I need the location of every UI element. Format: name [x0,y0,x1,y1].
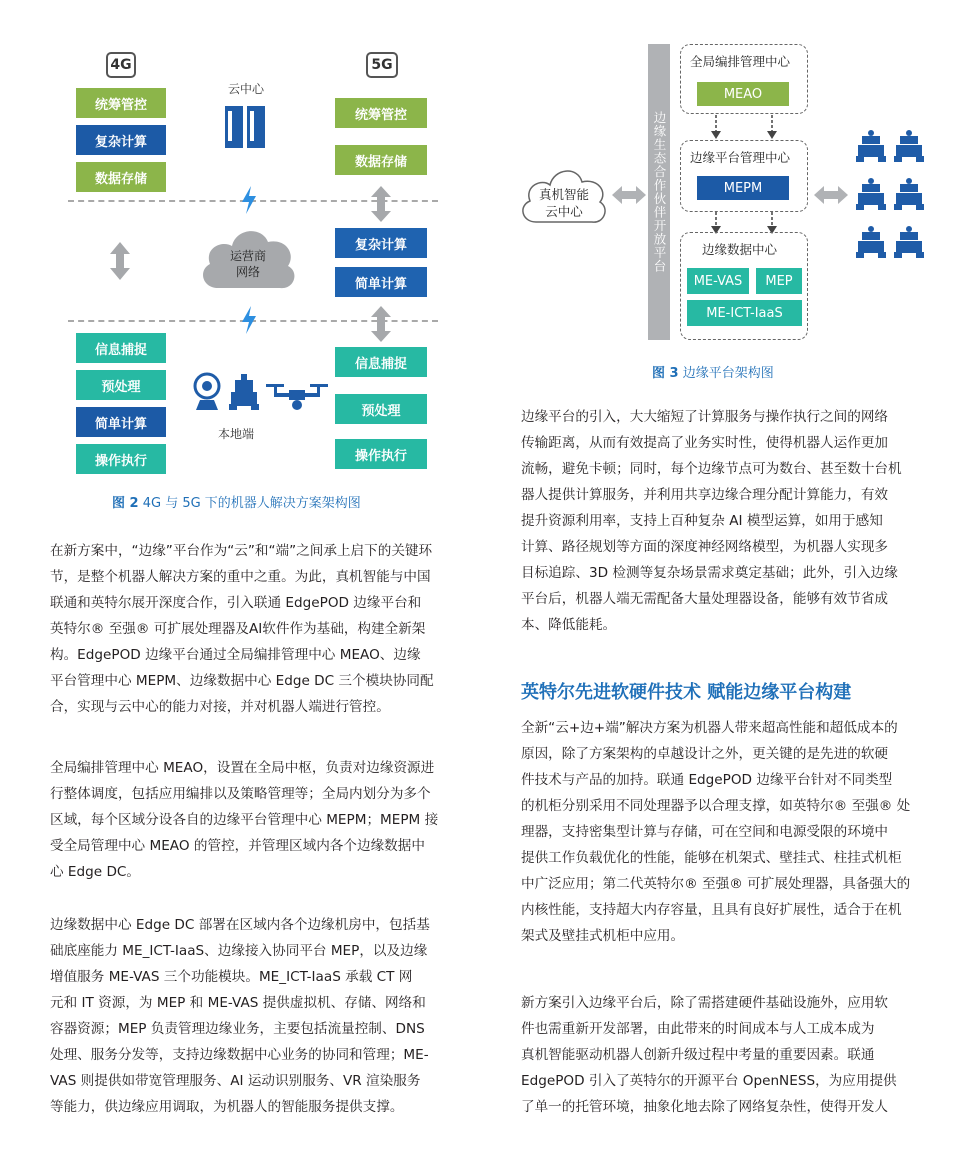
text-line: 件也需重新开发部署，由此带来的时间成本与人工成本成为 [521,1021,875,1037]
right-box-3: 复杂计算 [335,228,427,258]
text-line: 联通和英特尔展开深度合作，引入联通 EdgePOD 边缘平台和 [50,595,422,611]
double-arrow-icon [612,186,646,204]
lightning-icon [240,186,258,214]
text-line: 平台后，机器人端无需配备大量处理器设备，能够有效节省成 [521,591,889,607]
down-arrow-icon [710,115,722,139]
down-arrow-icon [766,115,778,139]
left-box-5: 预处理 [76,370,166,400]
text-line: 架式及壁挂式机柜中应用。 [521,928,685,944]
left-box-2: 复杂计算 [76,125,166,155]
cloud-label: 真机智能云中心 [538,187,589,219]
caption-text: 边缘平台架构图 [682,366,774,381]
edge-dc-panel-title: 边缘数据中心 [702,242,778,257]
text-line: 处理、服务分发等，支持边缘数据中心业务的协同和管理；ME- [50,1047,429,1063]
lightning-icon [240,306,258,334]
text-line: 全局编排管理中心 MEAO，设置在全局中枢，负责对边缘资源进 [50,760,435,776]
text-line: 真机智能驱动机器人创新升级过程中考量的重要因素。联通 [521,1047,875,1063]
me-vas-box: ME-VAS [687,268,749,294]
text-line: 原因，除了方案架构的卓越设计之外，更关键的是先进的软硬 [521,746,889,762]
text-line: 计算、路径规划等方面的深度神经网络模型，为机器人实现多 [521,539,889,555]
caption-number: 图 3 [652,366,679,381]
text-line: 增值服务 ME-VAS 三个功能模块。ME_ICT-IaaS 承载 CT 网 [50,969,413,985]
robot-icon [229,374,259,410]
double-arrow-icon [110,242,130,280]
left-paragraph-2 [50,755,450,885]
right-box-7: 操作执行 [335,439,427,469]
mepm-panel-title: 边缘平台管理中心 [690,150,791,165]
text-line: VAS 则提供如带宽管理服务、AI 运动识别服务、VR 渲染服务 [50,1073,421,1089]
text-line: 容器资源；MEP 负责管理边缘业务，主要包括流量控制、DNS [50,1021,425,1037]
left-paragraph-3 [50,912,450,1120]
robot-grid [856,130,926,260]
text-line: 英特尔® 至强® 可扩展处理器及AI软件作为基础，构建全新架 [50,621,426,637]
text-line: 边缘平台的引入，大大缩短了计算服务与操作执行之间的网络 [521,409,889,425]
text-line: 提供工作负载优化的性能，能够在机架式、壁挂式、柱挂式机柜 [521,850,902,866]
text-line: 合，实现与云中心的能力对接，并对机器人端进行管控。 [50,699,390,715]
text-line: 心 Edge DC。 [50,864,140,880]
left-paragraph-1 [50,538,450,720]
cloud-center-label: 云中心 [228,82,265,96]
right-box-6: 预处理 [335,394,427,424]
text-line: 受全局管理中心 MEAO 的管控，并管理区域内各个边缘数据中 [50,838,425,854]
text-line: 全新“云+边+端”解决方案为机器人带来超高性能和超低成本的 [521,720,898,736]
camera-icon [192,372,222,412]
text-line: 件技术与产品的加持。联通 EdgePOD 边缘平台针对不同类型 [521,772,893,788]
text-line: 传输距离，从而有效提高了业务实时性，使得机器人运作更加 [521,435,889,451]
double-arrow-icon [371,186,391,222]
text-line: 内核性能，支持超大内存容量，且具有良好扩展性，适合于在机 [521,902,902,918]
operator-network-label: 运营商网络 [229,249,266,279]
text-line: 理器，支持密集型计算与存储，可在空间和电源受限的环境中 [521,824,889,840]
5g-badge-icon [366,52,398,78]
section-heading: 英特尔先进软硬件技术 赋能边缘平台构建 [521,682,852,703]
text-line: 本、降低能耗。 [521,617,617,633]
text-line: 了单一的托管环境，抽象化地去除了网络复杂性，使得开发人 [521,1099,889,1115]
right-box-2: 数据存储 [335,145,427,175]
left-box-4: 信息捕捉 [76,333,166,363]
text-line: 节，是整个机器人解决方案的重中之重。为此，真机智能与中国 [50,569,431,585]
left-box-3: 数据存储 [76,162,166,192]
figure-3-caption [652,362,774,381]
down-arrow-icon [710,212,722,234]
caption-text: 4G 与 5G 下的机器人解决方案架构图 [142,496,361,511]
text-line: 目标追踪、3D 检测等复杂场景需求奠定基础；此外，引入边缘 [521,565,898,581]
down-arrow-icon [766,212,778,234]
meao-panel-title: 全局编排管理中心 [690,54,791,69]
text-line: 平台管理中心 MEPM、边缘数据中心 Edge DC 三个模块协同配 [50,673,434,689]
right-box-5: 信息捕捉 [335,347,427,377]
text-line: 等能力，供边缘应用调取，为机器人的智能服务提供支撑。 [50,1099,404,1115]
text-line: 边缘数据中心 Edge DC 部署在区域内各个边缘机房中，包括基 [50,917,430,933]
meao-box: MEAO [697,82,789,106]
right-box-4: 简单计算 [335,267,427,297]
local-end-label: 本地端 [218,427,255,441]
caption-number: 图 2 [112,496,139,511]
figure-2-caption [112,492,361,511]
mep-box: MEP [756,268,802,294]
right-paragraph-2 [521,715,921,949]
text-line: 在新方案中，“边缘”平台作为“云”和“端”之间承上启下的关键环 [50,543,433,559]
text-line: 础底座能力 ME_ICT-IaaS、边缘接入协同平台 MEP，以及边缘 [50,943,428,959]
server-icon [224,104,268,150]
me-ict-iaas-box: ME-ICT-IaaS [687,300,802,326]
5g-label: 5G [371,57,393,73]
left-box-6: 简单计算 [76,407,166,437]
left-box-1: 统筹管控 [76,88,166,118]
4g-label: 4G [110,57,132,73]
left-box-7: 操作执行 [76,444,166,474]
text-line: 行整体调度，包括应用编排以及策略管理等；全局内划分为多个 [50,786,431,802]
double-arrow-icon [371,306,391,342]
right-paragraph-1 [521,404,921,638]
mepm-box: MEPM [697,176,789,200]
double-arrow-icon [814,186,848,204]
text-line: 器人提供计算服务，并利用共享边缘合理分配计算能力，有效 [521,487,889,503]
text-line: 新方案引入边缘平台后，除了需搭建硬件基础设施外，应用软 [521,995,889,1011]
right-box-1: 统筹管控 [335,98,427,128]
text-line: EdgePOD 引入了英特尔的开源平台 OpenNESS，为应用提供 [521,1073,897,1089]
text-line: 中广泛应用；第二代英特尔® 至强® 可扩展处理器，具备强大的 [521,876,911,892]
ecosystem-partner-bar: 边缘生态合作伙伴开放平台 [648,44,670,340]
text-line: 的机柜分别采用不同处理器予以合理支撑，如英特尔® 至强® 处 [521,798,911,814]
4g-badge-icon [106,52,136,78]
text-line: 提升资源利用率，支持上百种复杂 AI 模型运算，如用于感知 [521,513,883,529]
drone-icon [264,380,330,414]
text-line: 流畅，避免卡顿；同时，每个边缘节点可为数台、甚至数十台机 [521,461,902,477]
text-line: 元和 IT 资源，为 MEP 和 ME-VAS 提供虚拟机、存储、网络和 [50,995,426,1011]
text-line: 区域，每个区域分设各自的边缘平台管理中心 MEPM；MEPM 接 [50,812,439,828]
text-line: 构。EdgePOD 边缘平台通过全局编排管理中心 MEAO、边缘 [50,647,421,663]
right-paragraph-3 [521,990,921,1120]
